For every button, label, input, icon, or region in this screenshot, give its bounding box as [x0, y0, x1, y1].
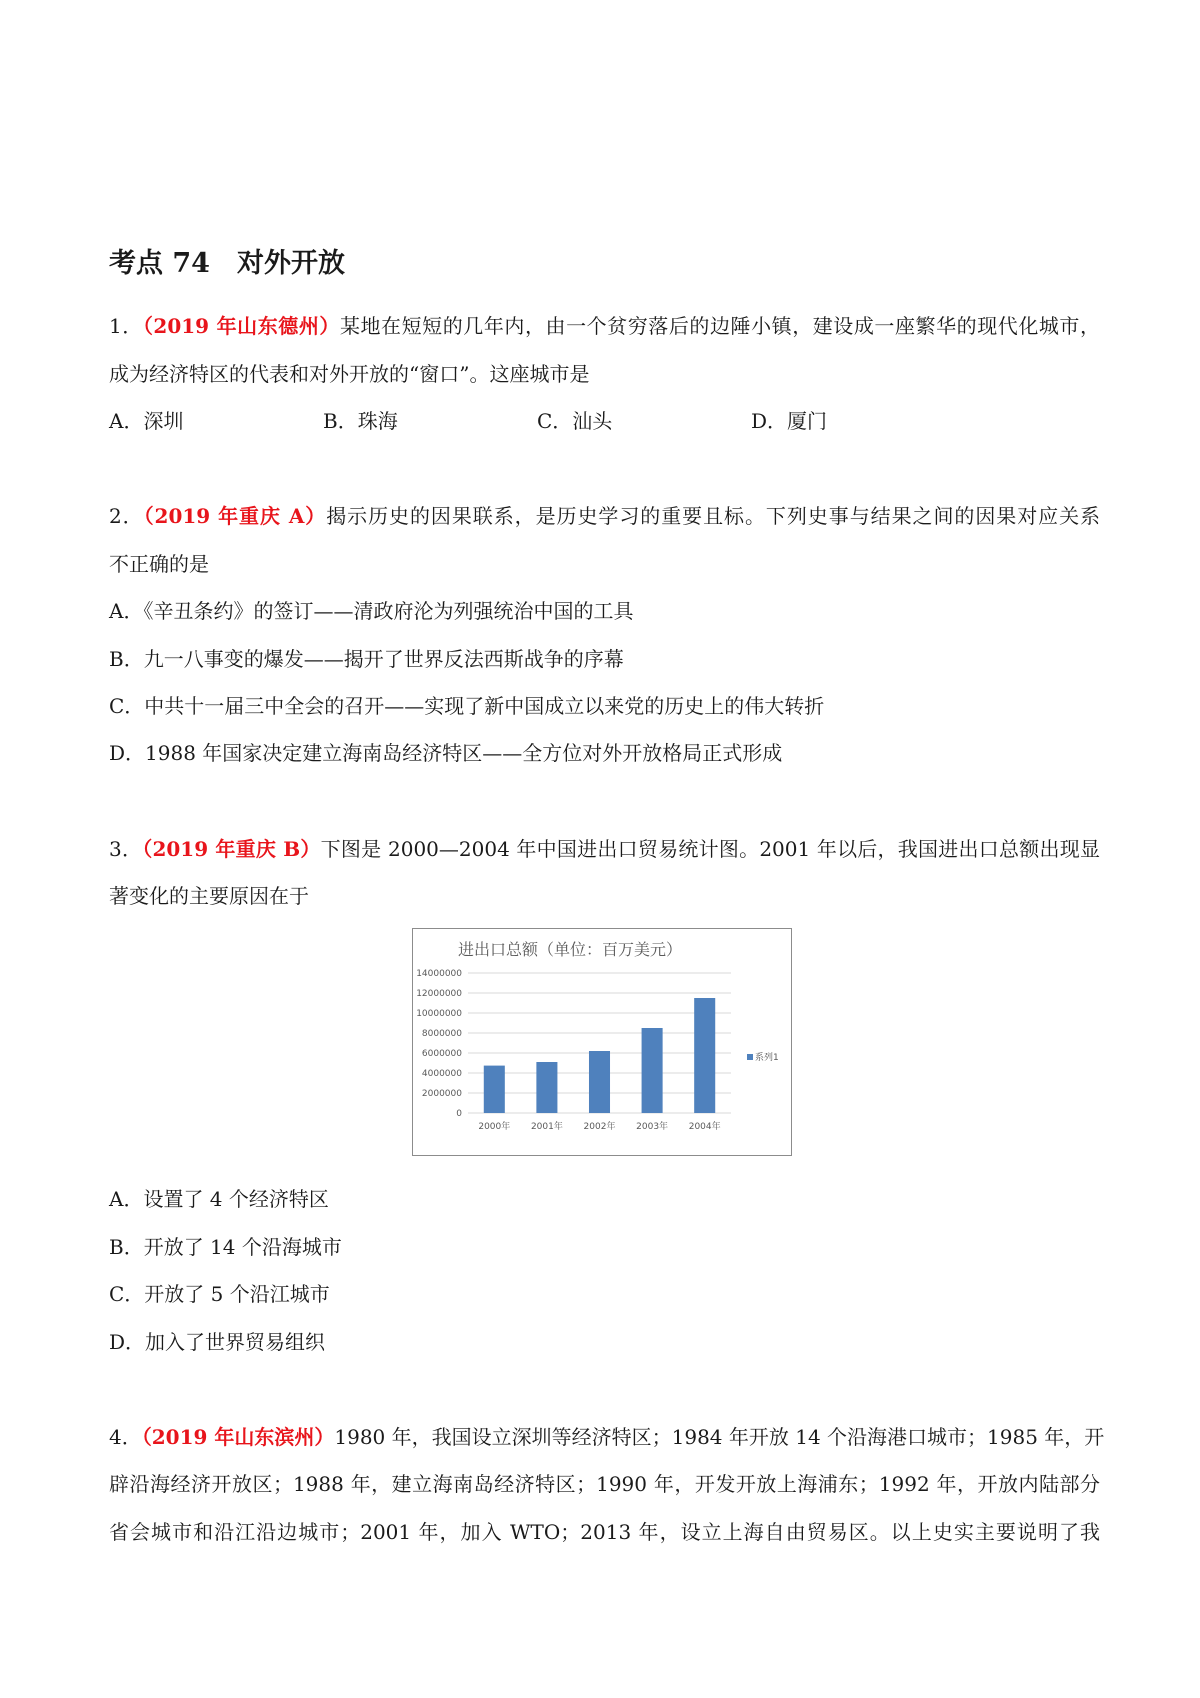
bar-2003年: [642, 1028, 663, 1113]
bar-2004年: [694, 998, 715, 1113]
question-text: 下图是 2000—2004 年中国进出口贸易统计图。2001 年以后，我国进出口总额出现显: [320, 837, 1100, 861]
question-3-option-a: A．设置了 4 个经济特区: [109, 1187, 329, 1211]
y-tick-label: 14000000: [416, 969, 462, 979]
question-number: 1．: [109, 314, 143, 338]
chart-bars: [484, 998, 715, 1113]
question-2-stem-line-1: [109, 502, 1100, 530]
x-tick-label: 2002年: [583, 1122, 616, 1132]
question-2-option-c: C．中共十一届三中全会的召开——实现了新中国成立以来党的历史上的伟大转折: [109, 694, 825, 718]
question-4-stem-line-1: [109, 1423, 1105, 1451]
question-text: 揭示历史的因果联系，是历史学习的重要且标。下列史事与结果之间的因果对应关系: [326, 504, 1101, 528]
question-3-option-b: B．开放了 14 个沿海城市: [109, 1235, 342, 1259]
question-source: （2019 年重庆 B）: [142, 837, 321, 861]
question-3-option-c: C．开放了 5 个沿江城市: [109, 1282, 330, 1306]
chart-canvas: [413, 929, 791, 1155]
y-tick-label: 4000000: [421, 1069, 462, 1079]
bar-2000年: [484, 1066, 505, 1113]
y-tick-label: 0: [456, 1109, 462, 1119]
chart-title: 进出口总额（单位：百万美元）: [457, 940, 683, 959]
question-1-option-a: A．深圳: [109, 409, 184, 433]
question-1-stem-line-2: 成为经济特区的代表和对外开放的“窗口”。这座城市是: [109, 362, 590, 386]
chart-x-axis: [478, 1120, 720, 1132]
x-tick-label: 2001年: [530, 1122, 563, 1132]
question-source: （2019 年山东德州）: [142, 314, 340, 338]
question-text: 某地在短短的几年内，由一个贫穷落后的边陲小镇，建设成一座繁华的现代化城市，: [339, 314, 1100, 338]
x-tick-label: 2004年: [688, 1122, 721, 1132]
question-3-option-d: D．加入了世界贸易组织: [109, 1330, 326, 1354]
question-3-stem-line-2: 著变化的主要原因在于: [109, 884, 309, 908]
question-1-option-c: C．汕头: [537, 409, 613, 433]
question-4-stem-line-3: 省会城市和沿江沿边城市；2001 年，加入 WTO；2013 年，设立上海自由贸易区。以上史实主要说明了我: [109, 1520, 1100, 1544]
question-number: 3．: [109, 837, 143, 861]
question-1-stem-line-1: [109, 312, 1100, 340]
y-tick-label: 2000000: [421, 1089, 462, 1099]
trade-bar-chart: [412, 928, 792, 1156]
bar-2001年: [536, 1062, 557, 1113]
y-tick-label: 12000000: [416, 989, 462, 999]
legend-swatch: [747, 1054, 753, 1060]
question-text: 1980 年，我国设立深圳等经济特区；1984 年开放 14 个沿海港口城市；1985 年，开: [334, 1425, 1105, 1449]
question-number: 4．: [109, 1425, 142, 1449]
question-source: （2019 年重庆 A）: [143, 504, 327, 528]
x-tick-label: 2000年: [478, 1122, 511, 1132]
question-2-stem-line-2: 不正确的是: [109, 552, 209, 576]
question-source: （2019 年山东滨州）: [141, 1425, 335, 1449]
chart-y-axis: [416, 969, 462, 1119]
question-4-stem-line-2: 辟沿海经济开放区；1988 年，建立海南岛经济特区；1990 年，开发开放上海浦东；1992 年，开放内陆部分: [109, 1472, 1100, 1496]
bar-2002年: [589, 1051, 610, 1113]
question-number: 2．: [109, 504, 144, 528]
y-tick-label: 6000000: [421, 1049, 462, 1059]
question-2-option-b: B．九一八事变的爆发——揭开了世界反法西斯战争的序幕: [109, 647, 624, 671]
question-1-option-b: B．珠海: [323, 409, 398, 433]
question-3-stem-line-1: [109, 835, 1100, 863]
question-2-option-a: A．《辛丑条约》的签订——清政府沦为列强统治中国的工具: [109, 599, 634, 623]
x-tick-label: 2003年: [636, 1122, 669, 1132]
y-tick-label: 10000000: [416, 1009, 462, 1019]
question-1-option-d: D．厦门: [751, 409, 828, 433]
section-heading: 考点 74 对外开放: [109, 248, 345, 279]
legend-label: 系列1: [755, 1053, 779, 1063]
y-tick-label: 8000000: [421, 1029, 462, 1039]
question-2-option-d: D．1988 年国家决定建立海南岛经济特区——全方位对外开放格局正式形成: [109, 741, 783, 765]
